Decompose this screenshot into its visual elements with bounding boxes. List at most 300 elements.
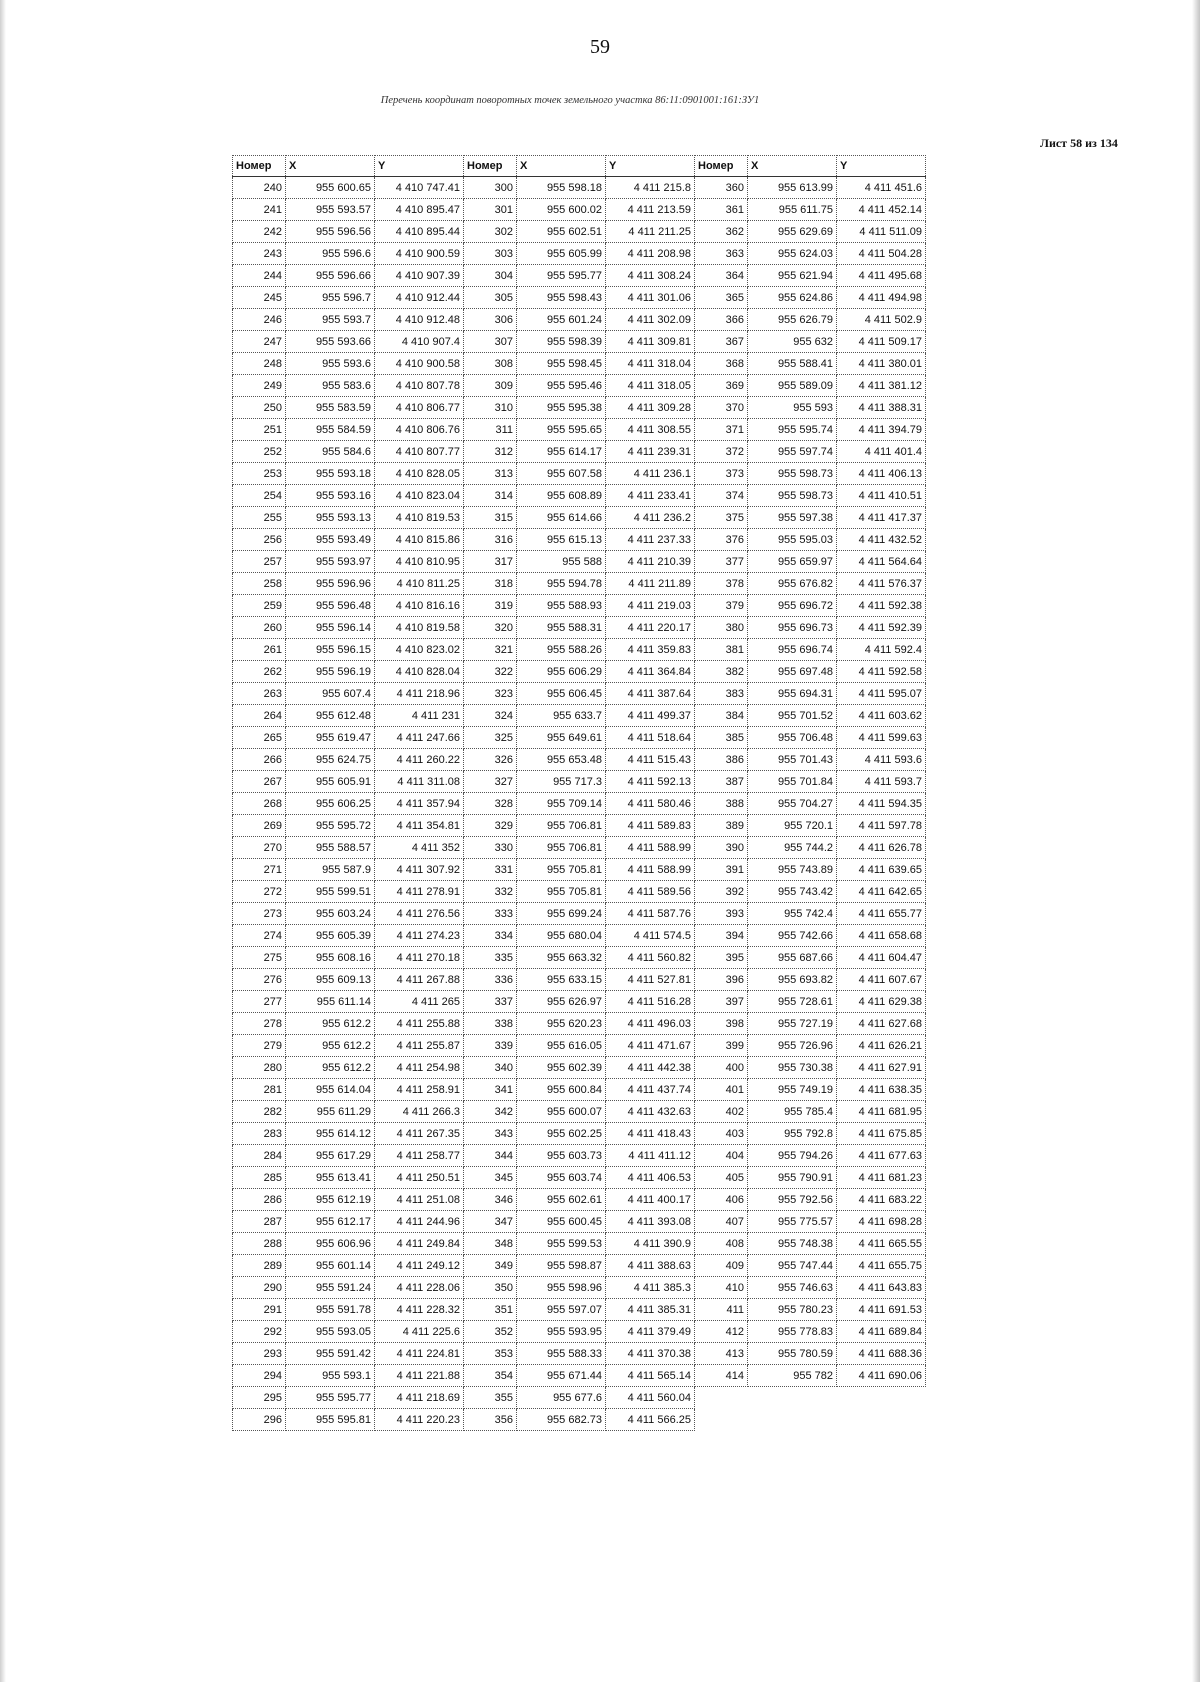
x-coordinate-cell-1: 955 596.14: [286, 617, 375, 639]
point-number-cell-2: 314: [464, 485, 517, 507]
y-coordinate-cell-1: 4 411 228.06: [375, 1277, 464, 1299]
x-coordinate-cell-3: 955 730.38: [748, 1057, 837, 1079]
x-coordinate-cell-2: 955 602.61: [517, 1189, 606, 1211]
x-coordinate-cell-2: 955 595.77: [517, 265, 606, 287]
y-coordinate-cell-1: 4 411 255.87: [375, 1035, 464, 1057]
y-coordinate-cell-3: 4 411 380.01: [837, 353, 926, 375]
scan-edge-left: [0, 0, 6, 1682]
x-coordinate-cell-3: 955 588.41: [748, 353, 837, 375]
point-number-cell-3: 388: [695, 793, 748, 815]
point-number-cell-3: 414: [695, 1365, 748, 1387]
y-coordinate-cell-3: 4 411 665.55: [837, 1233, 926, 1255]
y-coordinate-cell-3: 4 411 576.37: [837, 573, 926, 595]
x-coordinate-cell-1: 955 591.78: [286, 1299, 375, 1321]
y-coordinate-cell-2: 4 411 499.37: [606, 705, 695, 727]
y-coordinate-cell-1: 4 411 247.66: [375, 727, 464, 749]
point-number-cell-2: 324: [464, 705, 517, 727]
y-coordinate-cell-1: 4 411 307.92: [375, 859, 464, 881]
x-coordinate-cell-1: 955 624.75: [286, 749, 375, 771]
x-coordinate-cell-3: 955 780.23: [748, 1299, 837, 1321]
y-coordinate-cell-2: 4 411 210.39: [606, 551, 695, 573]
y-coordinate-cell-2: 4 411 587.76: [606, 903, 695, 925]
point-number-cell-3: [695, 1387, 748, 1409]
y-coordinate-cell-3: 4 411 627.68: [837, 1013, 926, 1035]
x-coordinate-cell-1: 955 593.16: [286, 485, 375, 507]
y-coordinate-cell-3: 4 411 629.38: [837, 991, 926, 1013]
y-coordinate-cell-1: 4 410 907.4: [375, 331, 464, 353]
x-coordinate-cell-3: 955 743.42: [748, 881, 837, 903]
y-coordinate-cell-1: 4 410 807.77: [375, 441, 464, 463]
header-number-2: Номер: [464, 156, 517, 177]
x-coordinate-cell-2: 955 680.04: [517, 925, 606, 947]
y-coordinate-cell-3: 4 411 594.35: [837, 793, 926, 815]
y-coordinate-cell-3: 4 411 451.6: [837, 177, 926, 199]
table-row: [233, 617, 926, 639]
point-number-cell-3: 403: [695, 1123, 748, 1145]
point-number-cell-1: 249: [233, 375, 286, 397]
y-coordinate-cell-2: 4 411 437.74: [606, 1079, 695, 1101]
y-coordinate-cell-1: 4 410 912.44: [375, 287, 464, 309]
point-number-cell-3: 362: [695, 221, 748, 243]
point-number-cell-1: 259: [233, 595, 286, 617]
point-number-cell-1: 250: [233, 397, 286, 419]
point-number-cell-3: 382: [695, 661, 748, 683]
header-x-3: X: [748, 156, 837, 177]
x-coordinate-cell-2: 955 602.39: [517, 1057, 606, 1079]
point-number-cell-2: 355: [464, 1387, 517, 1409]
y-coordinate-cell-2: 4 411 588.99: [606, 837, 695, 859]
point-number-cell-3: 397: [695, 991, 748, 1013]
table-row: [233, 1299, 926, 1321]
point-number-cell-3: 402: [695, 1101, 748, 1123]
x-coordinate-cell-3: 955 794.26: [748, 1145, 837, 1167]
x-coordinate-cell-1: 955 591.42: [286, 1343, 375, 1365]
y-coordinate-cell-1: 4 410 823.02: [375, 639, 464, 661]
x-coordinate-cell-2: 955 601.24: [517, 309, 606, 331]
point-number-cell-2: 325: [464, 727, 517, 749]
x-coordinate-cell-1: 955 614.12: [286, 1123, 375, 1145]
table-row: [233, 309, 926, 331]
point-number-cell-1: 243: [233, 243, 286, 265]
x-coordinate-cell-1: 955 607.4: [286, 683, 375, 705]
table-row: [233, 199, 926, 221]
point-number-cell-1: 248: [233, 353, 286, 375]
y-coordinate-cell-2: 4 411 236.2: [606, 507, 695, 529]
table-row: [233, 1101, 926, 1123]
coordinates-table-wrap: [232, 155, 926, 1431]
x-coordinate-cell-3: 955 706.48: [748, 727, 837, 749]
point-number-cell-1: 242: [233, 221, 286, 243]
x-coordinate-cell-1: 955 595.72: [286, 815, 375, 837]
point-number-cell-2: 356: [464, 1409, 517, 1431]
x-coordinate-cell-1: 955 596.48: [286, 595, 375, 617]
x-coordinate-cell-2: 955 614.17: [517, 441, 606, 463]
x-coordinate-cell-1: 955 599.51: [286, 881, 375, 903]
point-number-cell-1: 280: [233, 1057, 286, 1079]
y-coordinate-cell-2: 4 411 388.63: [606, 1255, 695, 1277]
point-number-cell-2: 304: [464, 265, 517, 287]
sheet-label: Лист 58 из 134: [1040, 136, 1118, 150]
point-number-cell-3: 385: [695, 727, 748, 749]
point-number-cell-2: 337: [464, 991, 517, 1013]
y-coordinate-cell-2: 4 411 393.08: [606, 1211, 695, 1233]
page-number: 59: [590, 36, 610, 58]
point-number-cell-2: 317: [464, 551, 517, 573]
table-row: [233, 1211, 926, 1233]
y-coordinate-cell-3: 4 411 593.6: [837, 749, 926, 771]
point-number-cell-1: 260: [233, 617, 286, 639]
x-coordinate-cell-1: 955 588.57: [286, 837, 375, 859]
y-coordinate-cell-2: 4 411 471.67: [606, 1035, 695, 1057]
y-coordinate-cell-2: 4 411 364.84: [606, 661, 695, 683]
point-number-cell-1: 292: [233, 1321, 286, 1343]
point-number-cell-3: 377: [695, 551, 748, 573]
y-coordinate-cell-1: 4 410 828.04: [375, 661, 464, 683]
y-coordinate-cell-3: 4 411 410.51: [837, 485, 926, 507]
table-row: [233, 837, 926, 859]
y-coordinate-cell-3: 4 411 406.13: [837, 463, 926, 485]
x-coordinate-cell-1: 955 619.47: [286, 727, 375, 749]
y-coordinate-cell-3: 4 411 388.31: [837, 397, 926, 419]
y-coordinate-cell-1: 4 411 260.22: [375, 749, 464, 771]
y-coordinate-cell-3: 4 411 690.06: [837, 1365, 926, 1387]
table-row: [233, 749, 926, 771]
y-coordinate-cell-3: [837, 1409, 926, 1431]
y-coordinate-cell-2: 4 411 302.09: [606, 309, 695, 331]
y-coordinate-cell-1: 4 410 819.58: [375, 617, 464, 639]
x-coordinate-cell-2: 955 599.53: [517, 1233, 606, 1255]
point-number-cell-1: 256: [233, 529, 286, 551]
y-coordinate-cell-3: 4 411 604.47: [837, 947, 926, 969]
x-coordinate-cell-1: 955 617.29: [286, 1145, 375, 1167]
x-coordinate-cell-2: 955 602.51: [517, 221, 606, 243]
point-number-cell-1: 265: [233, 727, 286, 749]
y-coordinate-cell-1: 4 411 267.88: [375, 969, 464, 991]
table-row: [233, 859, 926, 881]
x-coordinate-cell-1: 955 612.19: [286, 1189, 375, 1211]
y-coordinate-cell-3: 4 411 599.63: [837, 727, 926, 749]
x-coordinate-cell-2: 955 705.81: [517, 881, 606, 903]
x-coordinate-cell-2: 955 633.7: [517, 705, 606, 727]
point-number-cell-3: 412: [695, 1321, 748, 1343]
point-number-cell-3: 413: [695, 1343, 748, 1365]
y-coordinate-cell-1: 4 411 354.81: [375, 815, 464, 837]
x-coordinate-cell-1: 955 583.6: [286, 375, 375, 397]
y-coordinate-cell-2: 4 411 588.99: [606, 859, 695, 881]
y-coordinate-cell-2: 4 411 301.06: [606, 287, 695, 309]
point-number-cell-2: 344: [464, 1145, 517, 1167]
point-number-cell-1: 275: [233, 947, 286, 969]
y-coordinate-cell-1: 4 411 255.88: [375, 1013, 464, 1035]
x-coordinate-cell-3: 955 775.57: [748, 1211, 837, 1233]
x-coordinate-cell-1: 955 593.57: [286, 199, 375, 221]
point-number-cell-2: 345: [464, 1167, 517, 1189]
point-number-cell-2: 332: [464, 881, 517, 903]
y-coordinate-cell-2: 4 411 308.55: [606, 419, 695, 441]
y-coordinate-cell-2: 4 411 589.83: [606, 815, 695, 837]
y-coordinate-cell-3: 4 411 511.09: [837, 221, 926, 243]
x-coordinate-cell-2: 955 606.29: [517, 661, 606, 683]
header-number-3: Номер: [695, 156, 748, 177]
table-row: [233, 331, 926, 353]
table-row: [233, 265, 926, 287]
header-y-3: Y: [837, 156, 926, 177]
point-number-cell-2: 326: [464, 749, 517, 771]
point-number-cell-3: 392: [695, 881, 748, 903]
x-coordinate-cell-3: 955 597.74: [748, 441, 837, 463]
x-coordinate-cell-2: 955 595.65: [517, 419, 606, 441]
x-coordinate-cell-3: 955 746.63: [748, 1277, 837, 1299]
y-coordinate-cell-1: 4 410 912.48: [375, 309, 464, 331]
point-number-cell-1: 257: [233, 551, 286, 573]
x-coordinate-cell-2: 955 699.24: [517, 903, 606, 925]
y-coordinate-cell-3: 4 411 626.21: [837, 1035, 926, 1057]
x-coordinate-cell-2: 955 598.96: [517, 1277, 606, 1299]
x-coordinate-cell-3: 955 676.82: [748, 573, 837, 595]
y-coordinate-cell-1: 4 411 270.18: [375, 947, 464, 969]
point-number-cell-1: 268: [233, 793, 286, 815]
y-coordinate-cell-3: 4 411 607.67: [837, 969, 926, 991]
point-number-cell-3: 393: [695, 903, 748, 925]
point-number-cell-1: 296: [233, 1409, 286, 1431]
x-coordinate-cell-3: 955 742.66: [748, 925, 837, 947]
point-number-cell-2: 330: [464, 837, 517, 859]
point-number-cell-2: 347: [464, 1211, 517, 1233]
x-coordinate-cell-3: 955 726.96: [748, 1035, 837, 1057]
point-number-cell-1: 254: [233, 485, 286, 507]
x-coordinate-cell-3: 955 742.4: [748, 903, 837, 925]
point-number-cell-2: 316: [464, 529, 517, 551]
y-coordinate-cell-3: 4 411 417.37: [837, 507, 926, 529]
x-coordinate-cell-1: 955 606.96: [286, 1233, 375, 1255]
point-number-cell-2: 343: [464, 1123, 517, 1145]
point-number-cell-3: 380: [695, 617, 748, 639]
x-coordinate-cell-2: 955 594.78: [517, 573, 606, 595]
x-coordinate-cell-3: 955 785.4: [748, 1101, 837, 1123]
table-row: [233, 287, 926, 309]
table-row: [233, 1123, 926, 1145]
y-coordinate-cell-3: 4 411 643.83: [837, 1277, 926, 1299]
x-coordinate-cell-3: 955 598.73: [748, 463, 837, 485]
x-coordinate-cell-2: 955 615.13: [517, 529, 606, 551]
point-number-cell-2: 310: [464, 397, 517, 419]
y-coordinate-cell-3: 4 411 626.78: [837, 837, 926, 859]
point-number-cell-1: 266: [233, 749, 286, 771]
y-coordinate-cell-3: 4 411 683.22: [837, 1189, 926, 1211]
point-number-cell-1: 271: [233, 859, 286, 881]
y-coordinate-cell-2: 4 411 318.04: [606, 353, 695, 375]
y-coordinate-cell-2: 4 411 566.25: [606, 1409, 695, 1431]
table-row: [233, 1145, 926, 1167]
y-coordinate-cell-1: 4 411 266.3: [375, 1101, 464, 1123]
y-coordinate-cell-3: 4 411 603.62: [837, 705, 926, 727]
point-number-cell-3: 368: [695, 353, 748, 375]
x-coordinate-cell-1: 955 600.65: [286, 177, 375, 199]
y-coordinate-cell-3: 4 411 592.58: [837, 661, 926, 683]
y-coordinate-cell-3: 4 411 681.23: [837, 1167, 926, 1189]
y-coordinate-cell-1: 4 411 250.51: [375, 1167, 464, 1189]
y-coordinate-cell-2: 4 411 308.24: [606, 265, 695, 287]
y-coordinate-cell-3: 4 411 502.9: [837, 309, 926, 331]
y-coordinate-cell-2: 4 411 496.03: [606, 1013, 695, 1035]
y-coordinate-cell-1: 4 410 828.05: [375, 463, 464, 485]
x-coordinate-cell-3: 955 598.73: [748, 485, 837, 507]
table-row: [233, 903, 926, 925]
y-coordinate-cell-1: 4 411 357.94: [375, 793, 464, 815]
y-coordinate-cell-1: 4 411 249.84: [375, 1233, 464, 1255]
x-coordinate-cell-1: 955 593.1: [286, 1365, 375, 1387]
y-coordinate-cell-3: 4 411 688.36: [837, 1343, 926, 1365]
point-number-cell-3: 386: [695, 749, 748, 771]
x-coordinate-cell-2: 955 614.66: [517, 507, 606, 529]
x-coordinate-cell-2: 955 709.14: [517, 793, 606, 815]
point-number-cell-1: 245: [233, 287, 286, 309]
y-coordinate-cell-2: 4 411 560.82: [606, 947, 695, 969]
y-coordinate-cell-3: 4 411 597.78: [837, 815, 926, 837]
point-number-cell-1: 270: [233, 837, 286, 859]
x-coordinate-cell-3: 955 727.19: [748, 1013, 837, 1035]
y-coordinate-cell-1: 4 411 251.08: [375, 1189, 464, 1211]
x-coordinate-cell-2: 955 595.38: [517, 397, 606, 419]
y-coordinate-cell-1: 4 410 900.58: [375, 353, 464, 375]
y-coordinate-cell-3: 4 411 564.64: [837, 551, 926, 573]
table-row: [233, 1343, 926, 1365]
point-number-cell-2: 350: [464, 1277, 517, 1299]
point-number-cell-1: 263: [233, 683, 286, 705]
y-coordinate-cell-1: 4 411 258.77: [375, 1145, 464, 1167]
y-coordinate-cell-2: 4 411 589.56: [606, 881, 695, 903]
y-coordinate-cell-1: 4 410 900.59: [375, 243, 464, 265]
y-coordinate-cell-3: 4 411 432.52: [837, 529, 926, 551]
x-coordinate-cell-1: 955 593.13: [286, 507, 375, 529]
x-coordinate-cell-1: 955 583.59: [286, 397, 375, 419]
point-number-cell-1: 278: [233, 1013, 286, 1035]
table-row: [233, 507, 926, 529]
table-row: [233, 639, 926, 661]
x-coordinate-cell-3: 955 632: [748, 331, 837, 353]
y-coordinate-cell-1: 4 410 823.04: [375, 485, 464, 507]
x-coordinate-cell-3: 955 701.52: [748, 705, 837, 727]
x-coordinate-cell-1: 955 587.9: [286, 859, 375, 881]
point-number-cell-1: 252: [233, 441, 286, 463]
point-number-cell-1: 269: [233, 815, 286, 837]
x-coordinate-cell-3: 955 589.09: [748, 375, 837, 397]
point-number-cell-3: 394: [695, 925, 748, 947]
y-coordinate-cell-3: 4 411 677.63: [837, 1145, 926, 1167]
x-coordinate-cell-2: 955 671.44: [517, 1365, 606, 1387]
y-coordinate-cell-2: 4 411 527.81: [606, 969, 695, 991]
point-number-cell-3: 407: [695, 1211, 748, 1233]
point-number-cell-3: 408: [695, 1233, 748, 1255]
y-coordinate-cell-2: 4 411 411.12: [606, 1145, 695, 1167]
y-coordinate-cell-1: 4 411 231: [375, 705, 464, 727]
point-number-cell-3: 369: [695, 375, 748, 397]
x-coordinate-cell-3: 955 697.48: [748, 661, 837, 683]
y-coordinate-cell-1: 4 411 265: [375, 991, 464, 1013]
x-coordinate-cell-2: 955 598.87: [517, 1255, 606, 1277]
y-coordinate-cell-1: 4 411 274.23: [375, 925, 464, 947]
x-coordinate-cell-1: 955 612.2: [286, 1013, 375, 1035]
point-number-cell-1: 241: [233, 199, 286, 221]
table-row: [233, 595, 926, 617]
x-coordinate-cell-1: 955 601.14: [286, 1255, 375, 1277]
point-number-cell-1: 267: [233, 771, 286, 793]
x-coordinate-cell-3: 955 624.86: [748, 287, 837, 309]
scan-edge-right: [1192, 0, 1200, 1682]
point-number-cell-1: 255: [233, 507, 286, 529]
header-y-1: Y: [375, 156, 464, 177]
y-coordinate-cell-2: 4 411 518.64: [606, 727, 695, 749]
x-coordinate-cell-3: 955 792.56: [748, 1189, 837, 1211]
y-coordinate-cell-1: 4 411 352: [375, 837, 464, 859]
point-number-cell-2: 323: [464, 683, 517, 705]
x-coordinate-cell-2: 955 588.93: [517, 595, 606, 617]
x-coordinate-cell-2: 955 649.61: [517, 727, 606, 749]
point-number-cell-1: 286: [233, 1189, 286, 1211]
x-coordinate-cell-1: 955 606.25: [286, 793, 375, 815]
table-row: [233, 463, 926, 485]
y-coordinate-cell-2: 4 411 565.14: [606, 1365, 695, 1387]
table-row: [233, 551, 926, 573]
x-coordinate-cell-3: 955 629.69: [748, 221, 837, 243]
table-row: [233, 815, 926, 837]
y-coordinate-cell-1: 4 411 218.96: [375, 683, 464, 705]
table-row: [233, 991, 926, 1013]
point-number-cell-2: 338: [464, 1013, 517, 1035]
y-coordinate-cell-2: 4 411 516.28: [606, 991, 695, 1013]
y-coordinate-cell-3: 4 411 595.07: [837, 683, 926, 705]
y-coordinate-cell-2: 4 411 560.04: [606, 1387, 695, 1409]
point-number-cell-2: 302: [464, 221, 517, 243]
x-coordinate-cell-2: 955 633.15: [517, 969, 606, 991]
table-row: [233, 397, 926, 419]
x-coordinate-cell-2: 955 603.74: [517, 1167, 606, 1189]
y-coordinate-cell-3: 4 411 689.84: [837, 1321, 926, 1343]
point-number-cell-3: 364: [695, 265, 748, 287]
x-coordinate-cell-3: 955 693.82: [748, 969, 837, 991]
x-coordinate-cell-3: 955 687.66: [748, 947, 837, 969]
point-number-cell-3: 370: [695, 397, 748, 419]
y-coordinate-cell-2: 4 411 406.53: [606, 1167, 695, 1189]
y-coordinate-cell-1: 4 410 806.76: [375, 419, 464, 441]
y-coordinate-cell-3: 4 411 658.68: [837, 925, 926, 947]
table-header-row: [233, 156, 926, 177]
y-coordinate-cell-3: 4 411 627.91: [837, 1057, 926, 1079]
x-coordinate-cell-2: 955 607.58: [517, 463, 606, 485]
point-number-cell-1: 247: [233, 331, 286, 353]
y-coordinate-cell-1: 4 411 244.96: [375, 1211, 464, 1233]
point-number-cell-1: 295: [233, 1387, 286, 1409]
y-coordinate-cell-2: 4 411 442.38: [606, 1057, 695, 1079]
header-y-2: Y: [606, 156, 695, 177]
point-number-cell-3: 371: [695, 419, 748, 441]
y-coordinate-cell-2: 4 411 318.05: [606, 375, 695, 397]
table-row: [233, 969, 926, 991]
point-number-cell-1: 277: [233, 991, 286, 1013]
x-coordinate-cell-3: 955 728.61: [748, 991, 837, 1013]
x-coordinate-cell-2: 955 595.46: [517, 375, 606, 397]
x-coordinate-cell-3: 955 747.44: [748, 1255, 837, 1277]
x-coordinate-cell-3: 955 595.74: [748, 419, 837, 441]
x-coordinate-cell-3: 955 701.84: [748, 771, 837, 793]
point-number-cell-3: 379: [695, 595, 748, 617]
x-coordinate-cell-1: 955 595.77: [286, 1387, 375, 1409]
table-row: [233, 441, 926, 463]
point-number-cell-1: 258: [233, 573, 286, 595]
y-coordinate-cell-2: 4 411 309.81: [606, 331, 695, 353]
x-coordinate-cell-1: 955 614.04: [286, 1079, 375, 1101]
table-row: [233, 947, 926, 969]
